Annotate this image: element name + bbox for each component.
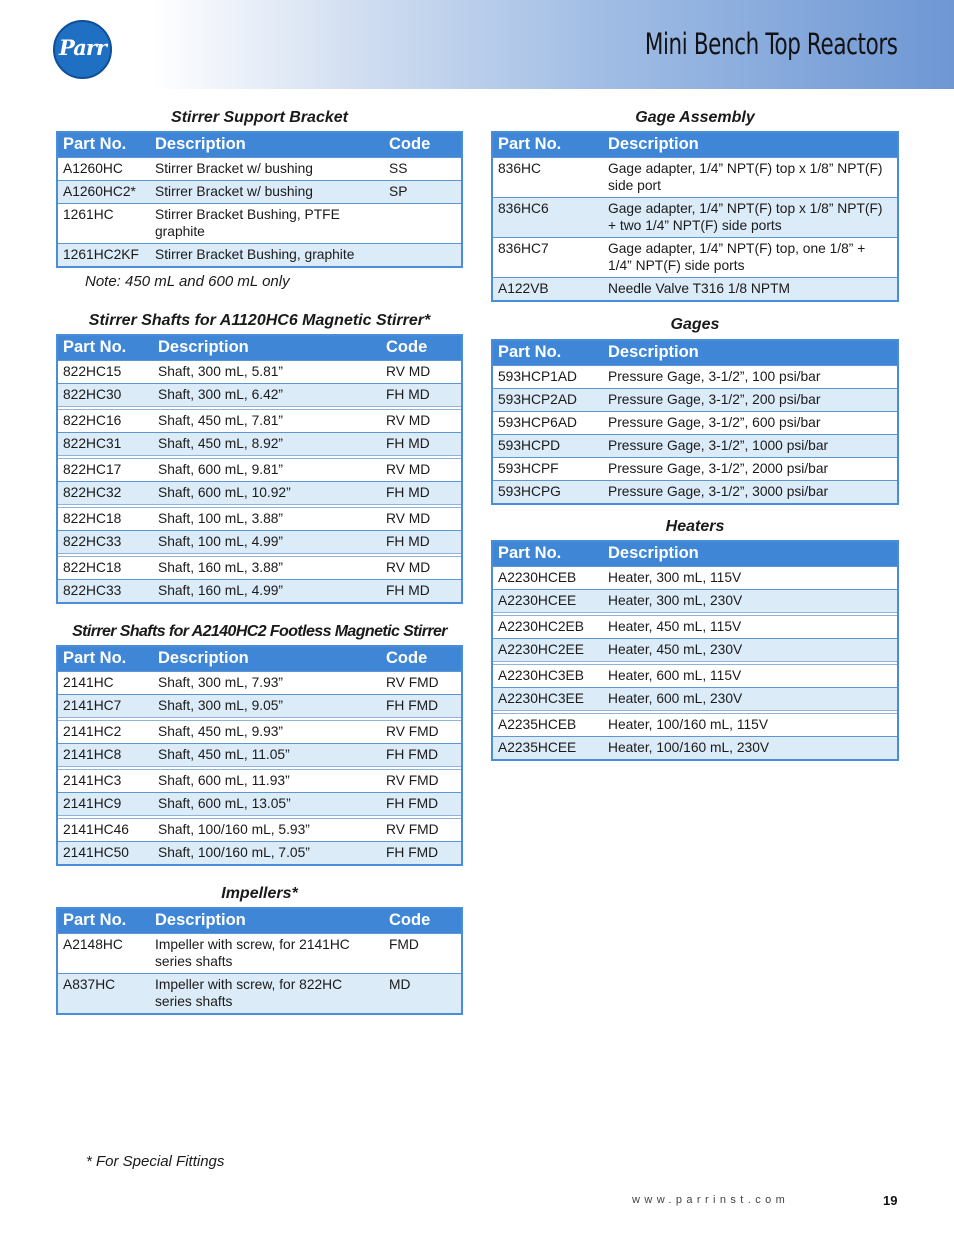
table-row [58,530,461,553]
col-description: Description [608,343,699,361]
description: Shaft, 300 mL, 5.81” [158,364,284,379]
part-no: 1261HC2KF [63,247,139,262]
part-no: 836HC7 [498,241,549,256]
table-row [493,612,897,638]
description: Pressure Gage, 3-1/2”, 200 psi/bar [608,392,821,407]
table-row [493,277,897,300]
part-no: 2141HC [63,675,114,690]
logo-text: Parr [59,35,106,60]
col-part-no: Part No. [498,135,562,153]
table-header [58,336,461,360]
code: FH MD [386,485,430,500]
description: Impeller with screw, for 822HC series shafts [155,977,343,1009]
part-no: 822HC33 [63,534,122,549]
code: SP [389,184,408,199]
table-row [58,157,461,180]
description: Heater, 300 mL, 230V [608,593,743,608]
table-row [493,687,897,710]
code: RV MD [386,462,431,477]
col-part-no: Part No. [498,343,562,361]
heaters-title: Heaters [665,518,725,535]
table-row [58,406,461,432]
description: Shaft, 160 mL, 3.88” [158,560,284,575]
description: Gage adapter, 1/4” NPT(F) top x 1/8” NPT(F) + two 1/4” NPT(F) side ports [608,201,883,233]
col-code: Code [386,338,428,356]
part-no: A2230HCEB [498,570,577,585]
stirrer-shafts-a1120-title: Stirrer Shafts for A1120HC6 Magnetic Stirrer* [88,312,431,329]
table-row [493,237,897,277]
stirrer-support-bracket-title: Stirrer Support Bracket [171,109,348,126]
part-no: A2230HC2EE [498,642,584,657]
description: Shaft, 600 mL, 13.05” [158,796,291,811]
table-row [493,457,897,480]
description: Impeller with screw, for 2141HC series shafts [155,937,350,969]
part-no: 1261HC [63,207,114,222]
table-row [58,717,461,743]
col-description: Description [158,338,249,356]
code: FH MD [386,583,430,598]
description: Heater, 600 mL, 230V [608,691,743,706]
table-row [58,180,461,203]
description: Shaft, 100/160 mL, 7.05” [158,845,310,860]
part-no: A2230HC3EE [498,691,584,706]
code: RV FMD [386,724,439,739]
description: Pressure Gage, 3-1/2”, 1000 psi/bar [608,438,829,453]
table-row [58,792,461,815]
stirrer-shafts-a2140-title: Stirrer Shafts for A2140HC2 Footless Magnetic Stirrer [72,623,447,640]
part-no: 2141HC3 [63,773,122,788]
part-no: 822HC32 [63,485,122,500]
code: RV FMD [386,675,439,690]
code: FH FMD [386,845,439,860]
code: FH FMD [386,747,439,762]
part-no: 836HC [498,161,541,176]
table-row [58,743,461,766]
col-description: Description [608,135,699,153]
col-part-no: Part No. [63,911,127,929]
part-no: 822HC33 [63,583,122,598]
part-no: 836HC6 [498,201,549,216]
part-no: 2141HC2 [63,724,122,739]
description: Stirrer Bracket Bushing, graphite [155,247,355,262]
table-row [58,432,461,455]
part-no: A837HC [63,977,116,992]
col-part-no: Part No. [63,338,127,356]
description: Needle Valve T316 1/8 NPTM [608,281,791,296]
col-part-no: Part No. [63,649,127,667]
description: Pressure Gage, 3-1/2”, 600 psi/bar [608,415,821,430]
part-no: 822HC15 [63,364,122,379]
gage-assembly-title: Gage Assembly [635,109,755,126]
part-no: A2230HC2EB [498,619,584,634]
code: FH FMD [386,796,439,811]
gages-title: Gages [670,316,720,333]
part-no: 593HCPD [498,438,561,453]
code: FH MD [386,436,430,451]
description: Shaft, 450 mL, 8.92” [158,436,284,451]
table-row [58,815,461,841]
table-header [493,133,897,157]
code: RV FMD [386,773,439,788]
code [384,204,461,243]
part-no: 2141HC50 [63,845,129,860]
col-description: Description [155,135,246,153]
description: Shaft, 300 mL, 9.05” [158,698,284,713]
table-header [493,341,897,365]
table-row [58,504,461,530]
table-row [493,589,897,612]
code: RV FMD [386,822,439,837]
col-part-no: Part No. [63,135,127,153]
description: Heater, 450 mL, 230V [608,642,743,657]
stirrer-shafts-a2140-table [56,645,463,866]
description: Shaft, 450 mL, 7.81” [158,413,284,428]
code [384,244,461,266]
table-row [493,157,897,197]
part-no: A122VB [498,281,549,296]
description: Shaft, 450 mL, 11.05” [158,747,290,762]
part-no: 593HCP6AD [498,415,577,430]
description: Shaft, 100/160 mL, 5.93” [158,822,310,837]
stirrer-support-bracket-table [56,131,463,268]
description: Stirrer Bracket w/ bushing [155,161,313,176]
page-number: 19 [883,1193,898,1208]
table-row [58,841,461,864]
part-no: A1260HC2* [63,184,136,199]
code: FMD [389,937,419,952]
table-row [58,766,461,792]
part-no: A2235HCEB [498,717,577,732]
part-no: 593HCP1AD [498,369,577,384]
description: Heater, 300 mL, 115V [608,570,742,585]
col-code: Code [386,649,428,667]
code: FH MD [386,387,430,402]
table-row [58,203,461,243]
table-row [58,455,461,481]
description: Pressure Gage, 3-1/2”, 100 psi/bar [608,369,821,384]
table-header [58,909,461,933]
table-row [493,388,897,411]
part-no: 2141HC46 [63,822,129,837]
description: Shaft, 100 mL, 3.88” [158,511,284,526]
part-no: A2235HCEE [498,740,577,755]
footer-url[interactable]: www.parrinst.com [632,1194,790,1206]
description: Shaft, 600 mL, 9.81” [158,462,284,477]
part-no: 593HCPG [498,484,561,499]
bracket-note: Note: 450 mL and 600 mL only [85,273,290,290]
col-code: Code [389,911,431,929]
heaters-table [491,540,899,761]
description: Shaft, 600 mL, 10.92” [158,485,291,500]
col-description: Description [158,649,249,667]
table-row [58,973,461,1013]
description: Heater, 100/160 mL, 230V [608,740,770,755]
table-row [58,243,461,266]
part-no: A2230HCEE [498,593,577,608]
description: Shaft, 300 mL, 6.42” [158,387,284,402]
description: Pressure Gage, 3-1/2”, 2000 psi/bar [608,461,829,476]
description: Shaft, 100 mL, 4.99” [158,534,284,549]
stirrer-shafts-a1120-table [56,334,463,604]
part-no: 822HC31 [63,436,122,451]
description: Shaft, 600 mL, 11.93” [158,773,290,788]
table-row [493,411,897,434]
code: SS [389,161,408,176]
code: RV MD [386,413,431,428]
table-row [493,736,897,759]
description: Shaft, 450 mL, 9.93” [158,724,284,739]
part-no: 822HC16 [63,413,122,428]
description: Gage adapter, 1/4” NPT(F) top, one 1/8” + 1/4” NPT(F) side ports [608,241,866,273]
description: Heater, 450 mL, 115V [608,619,742,634]
description: Pressure Gage, 3-1/2”, 3000 psi/bar [608,484,829,499]
col-description: Description [155,911,246,929]
gage-assembly-table [491,131,899,302]
impellers-table [56,907,463,1015]
col-part-no: Part No. [498,544,562,562]
table-row [493,434,897,457]
part-no: 593HCP2AD [498,392,577,407]
code: RV MD [386,364,431,379]
table-row [58,694,461,717]
parr-logo-icon [53,20,112,79]
page-header [0,0,954,89]
description: Gage adapter, 1/4” NPT(F) top x 1/8” NPT(F) side port [608,161,883,193]
table-row [58,933,461,973]
description: Shaft, 160 mL, 4.99” [158,583,284,598]
table-row [58,579,461,602]
table-row [493,661,897,687]
part-no: 822HC30 [63,387,122,402]
table-row [58,383,461,406]
table-row [58,481,461,504]
description: Heater, 600 mL, 115V [608,668,742,683]
part-no: A2230HC3EB [498,668,584,683]
table-row [58,553,461,579]
special-fittings-footnote: * For Special Fittings [86,1153,225,1170]
description: Stirrer Bracket Bushing, PTFE graphite [155,207,340,239]
table-row [58,671,461,694]
code: FH FMD [386,698,439,713]
description: Stirrer Bracket w/ bushing [155,184,313,199]
table-row [493,710,897,736]
part-no: 2141HC8 [63,747,122,762]
code: RV MD [386,560,431,575]
table-header [58,647,461,671]
gages-table [491,339,899,505]
table-row [493,197,897,237]
table-header [493,542,897,566]
table-row [493,566,897,589]
part-no: A1260HC [63,161,123,176]
table-row [493,480,897,503]
part-no: A2148HC [63,937,123,952]
table-row [493,638,897,661]
description: Shaft, 300 mL, 7.93” [158,675,284,690]
code: FH MD [386,534,430,549]
part-no: 593HCPF [498,461,559,476]
table-header [58,133,461,157]
impellers-title: Impellers* [221,885,298,902]
page-title: Mini Bench Top Reactors [645,27,898,61]
col-code: Code [389,135,431,153]
part-no: 2141HC7 [63,698,122,713]
code: MD [389,977,411,992]
description: Heater, 100/160 mL, 115V [608,717,769,732]
table-row [493,365,897,388]
table-row [58,360,461,383]
code: RV MD [386,511,431,526]
part-no: 2141HC9 [63,796,122,811]
part-no: 822HC17 [63,462,122,477]
part-no: 822HC18 [63,560,122,575]
part-no: 822HC18 [63,511,122,526]
col-description: Description [608,544,699,562]
